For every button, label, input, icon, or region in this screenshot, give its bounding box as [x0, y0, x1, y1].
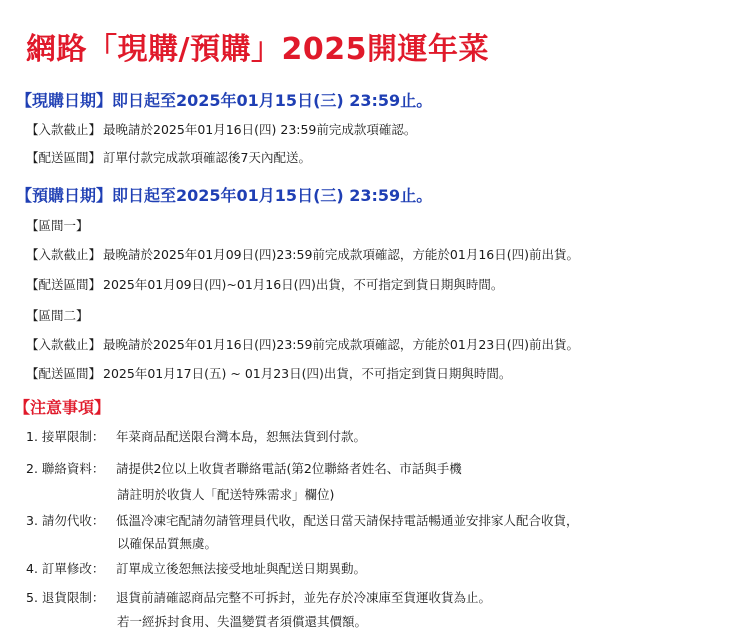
note-text: 退貨前請確認商品完整不可拆封，並先存於冷凍庫至貨運收貨為止。	[116, 590, 492, 605]
preorder-heading: 【預購日期】即日起至2025年01月15日(三) 23:59止。	[16, 186, 433, 205]
zone-one-payment-label: 【入款截止】	[26, 247, 102, 262]
zone-two-payment-deadline	[26, 335, 579, 353]
zone-two-delivery-text: 2025年01月17日(五) ~ 01月23日(四)出貨，不可指定到貨日期與時間。	[103, 366, 512, 381]
note-label: 2. 聯絡資料：	[26, 461, 105, 476]
zone-one-payment-text: 最晚請於2025年01月09日(四)23:59前完成款項確認，方能於01月16日(四)前出貨。	[103, 247, 579, 262]
zone-one-delivery-text: 2025年01月09日(四)~01月16日(四)出貨，不可指定到貨日期與時間。	[103, 277, 504, 292]
zone-one-delivery-label: 【配送區間】	[26, 277, 102, 292]
spot-purchase-heading: 【現購日期】即日起至2025年01月15日(三) 23:59止。	[16, 91, 433, 110]
zone-two-label: 【區間二】	[26, 308, 89, 323]
spot-payment-deadline	[26, 120, 416, 138]
note-item	[26, 588, 491, 606]
spot-payment-label: 【入款截止】	[26, 122, 102, 137]
zone-one-delivery-window	[26, 275, 503, 293]
zone-one-payment-deadline	[26, 245, 579, 263]
spot-delivery-text: 訂單付款完成款項確認後7天內配送。	[103, 150, 311, 165]
note-label: 3. 請勿代收：	[26, 513, 105, 528]
zone-two-payment-label: 【入款截止】	[26, 337, 102, 352]
note-text: 年菜商品配送限台灣本島，恕無法貨到付款。	[116, 429, 367, 444]
spot-payment-text: 最晚請於2025年01月16日(四) 23:59前完成款項確認。	[103, 122, 417, 137]
note-label: 4. 訂單修改：	[26, 561, 105, 576]
zone-two-delivery-label: 【配送區間】	[26, 366, 102, 381]
zone-two-payment-text: 最晚請於2025年01月16日(四)23:59前完成款項確認，方能於01月23日(四)前出貨。	[103, 337, 579, 352]
note-label: 5. 退貨限制：	[26, 590, 105, 605]
page-title: 網路「現購/預購」2025開運年菜	[26, 32, 489, 67]
notes-title: 【注意事項】	[14, 398, 111, 417]
note-item	[26, 559, 366, 577]
note-text: 訂單成立後恕無法接受地址與配送日期異動。	[116, 561, 367, 576]
spot-delivery-window	[26, 148, 311, 166]
note-label: 1. 接單限制：	[26, 429, 105, 444]
note-item	[26, 459, 462, 477]
note-item	[26, 427, 366, 445]
note-text-continued: 以確保品質無虞。	[117, 536, 218, 551]
zone-one-label: 【區間一】	[26, 218, 89, 233]
note-text: 低溫冷凍宅配請勿請管理員代收，配送日當天請保持電話暢通並安排家人配合收貨，	[116, 513, 579, 528]
spot-delivery-label: 【配送區間】	[26, 150, 102, 165]
note-text-continued: 若一經拆封食用、失溫變質者須償還其價額。	[117, 614, 368, 629]
note-text-continued: 請註明於收貨人「配送特殊需求」欄位)	[117, 487, 335, 502]
zone-two-delivery-window	[26, 364, 511, 382]
note-text: 請提供2位以上收貨者聯絡電話(第2位聯絡者姓名、市話與手機	[116, 461, 462, 476]
note-item	[26, 511, 579, 529]
